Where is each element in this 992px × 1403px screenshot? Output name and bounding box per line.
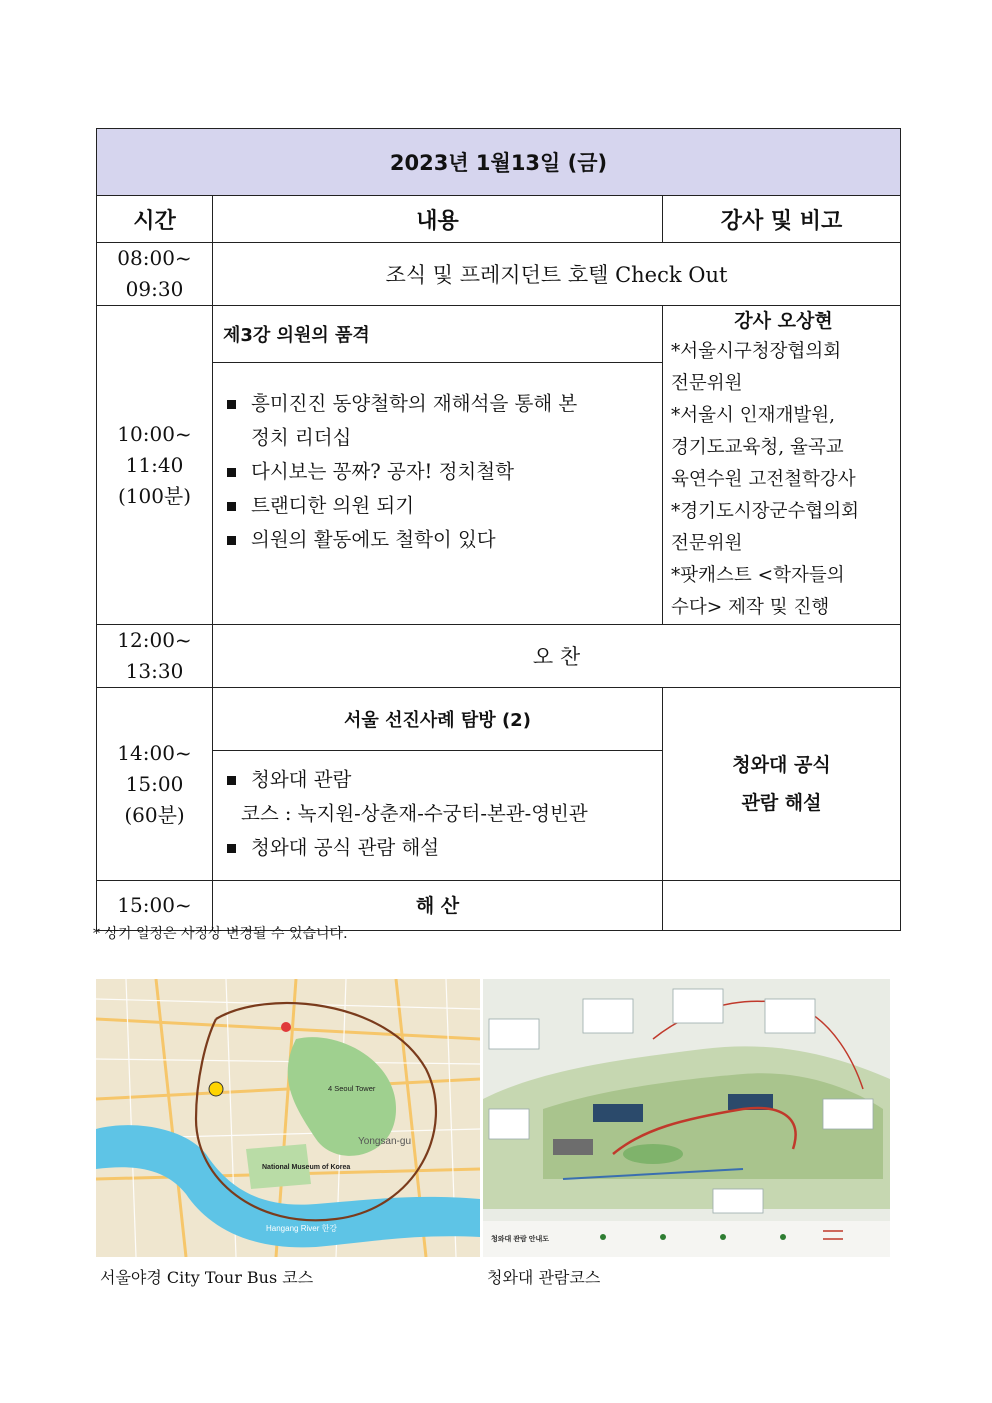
map-label: 4 Seoul Tower bbox=[328, 1084, 376, 1093]
map-label: 청와대 관람 안내도 bbox=[491, 1236, 549, 1243]
cheongwadae-map-graphic bbox=[483, 979, 890, 1257]
seoul-tour-map bbox=[96, 979, 480, 1257]
time-end: 09:30 bbox=[125, 277, 184, 301]
note-cell bbox=[663, 688, 901, 881]
bullet-square-icon bbox=[227, 468, 236, 477]
left-image-caption: 서울야경 City Tour Bus 코스 bbox=[100, 1268, 314, 1287]
time-end: 13:30 bbox=[125, 659, 184, 683]
date-title: 2023년 1월13일 (금) bbox=[97, 129, 901, 196]
time-cell: 15:00~ bbox=[97, 881, 213, 931]
header-time: 시간 bbox=[97, 196, 213, 243]
lecturer-profile-line: 육연수원 고전철학강사 bbox=[671, 469, 856, 490]
map-label: National Museum of Korea bbox=[262, 1164, 351, 1171]
bullet-item: 다시보는 꽁짜? 공자! 정치철학 bbox=[225, 455, 650, 489]
session-bullets bbox=[213, 751, 663, 881]
lecturer-profile-line: 경기도교육청, 율곡교 bbox=[671, 437, 844, 458]
time-cell bbox=[97, 306, 213, 625]
time-start: 10:00~ bbox=[117, 421, 192, 446]
bullet-item: 청와대 공식 관람 해설 bbox=[225, 831, 650, 865]
time-cell bbox=[97, 243, 213, 306]
checkout-item: 조식 및 프레지던트 호텔 Check Out bbox=[213, 243, 901, 306]
lecturer-cell bbox=[663, 306, 901, 625]
dismiss-item: 해 산 bbox=[213, 881, 663, 931]
bullet-square-icon bbox=[227, 844, 236, 853]
footnote: * 상기 일정은 사정상 변경될 수 있습니다. bbox=[93, 926, 348, 942]
header-content: 내용 bbox=[213, 196, 663, 243]
cheongwadae-map bbox=[483, 979, 890, 1257]
bullet-item: 트랜디한 의원 되기 bbox=[225, 489, 650, 523]
time-cell bbox=[97, 625, 213, 688]
bullet-item: 흥미진진 동양철학의 재해석을 통해 본 bbox=[225, 387, 650, 421]
header-note: 강사 및 비고 bbox=[663, 196, 901, 243]
time-cell bbox=[97, 688, 213, 881]
lecturer-name: 강사 오상현 bbox=[734, 310, 833, 332]
lecturer-profile-line: *경기도시장군수협의회 bbox=[671, 501, 859, 522]
lecturer-profile-line: *서울시 인재개발원, bbox=[671, 405, 835, 426]
time-start: 12:00~ bbox=[117, 628, 192, 652]
duration: (100분) bbox=[117, 483, 192, 508]
bullet-item-continuation: 정치 리더십 bbox=[251, 426, 352, 450]
right-image-caption: 청와대 관람코스 bbox=[487, 1268, 601, 1287]
time-end: 11:40 bbox=[125, 452, 184, 477]
seoul-map-graphic bbox=[96, 979, 480, 1257]
course-line: 코스 : 녹지원-상춘재-수궁터-본관-영빈관 bbox=[241, 802, 588, 825]
bullet-square-icon bbox=[227, 536, 236, 545]
session-title: 제3강 의원의 품격 bbox=[213, 306, 663, 363]
empty-note-cell bbox=[663, 881, 901, 931]
lunch-item: 오 찬 bbox=[213, 625, 901, 688]
time-end: 15:00 bbox=[125, 771, 184, 796]
duration: (60분) bbox=[124, 802, 185, 827]
lecturer-profile-line: 전문위원 bbox=[671, 373, 743, 394]
lecturer-profile-line: *팟캐스트 <학자들의 bbox=[671, 565, 845, 586]
note-line: 청와대 공식 bbox=[732, 754, 831, 776]
time-start: 08:00~ bbox=[117, 246, 192, 270]
lecturer-profile-line: 수다> 제작 및 진행 bbox=[671, 597, 830, 618]
map-label: Hangang River 한강 bbox=[266, 1224, 338, 1233]
schedule-table bbox=[96, 128, 901, 931]
note-line: 관람 해설 bbox=[741, 792, 822, 814]
lecturer-profile-line: 전문위원 bbox=[671, 533, 743, 554]
bullet-item: 청와대 관람 bbox=[225, 763, 650, 797]
session-title: 서울 선진사례 탐방 (2) bbox=[213, 688, 663, 751]
time-start: 14:00~ bbox=[117, 740, 192, 765]
map-label: Yongsan-gu bbox=[358, 1136, 412, 1147]
session-bullets bbox=[213, 363, 663, 625]
bullet-item: 의원의 활동에도 철학이 있다 bbox=[225, 523, 650, 557]
lecturer-profile-line: *서울시구청장협의회 bbox=[671, 341, 842, 362]
bullet-square-icon bbox=[227, 400, 236, 409]
bullet-square-icon bbox=[227, 502, 236, 511]
bullet-square-icon bbox=[227, 776, 236, 785]
